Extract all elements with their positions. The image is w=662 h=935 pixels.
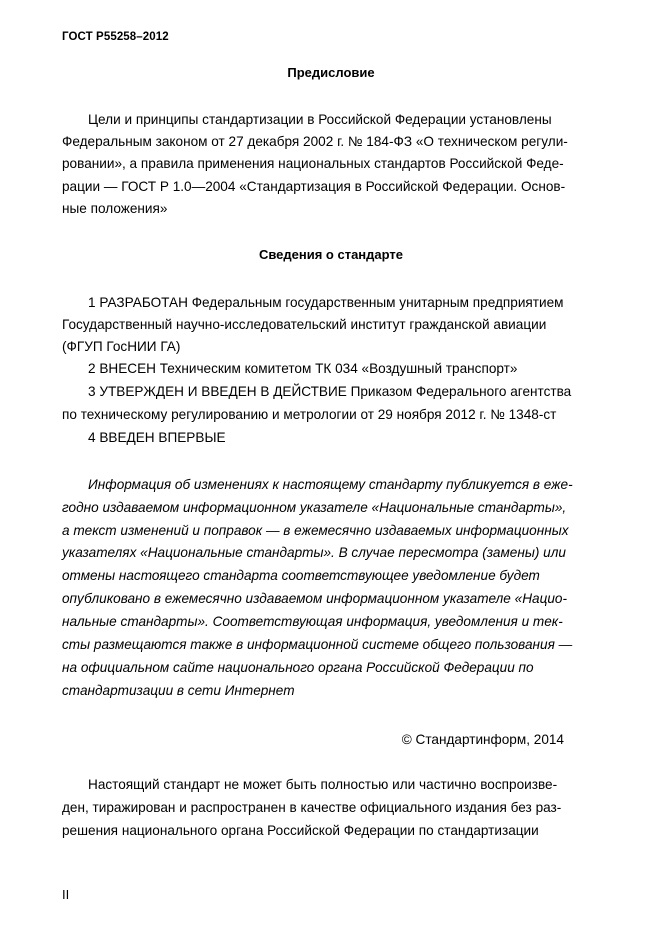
changes-notice-line: годно издаваемом информационном указателе «Национальные стандарты»,	[62, 500, 567, 515]
changes-notice-line: а текст изменений и поправок — в ежемесячно издаваемых информационных	[62, 523, 569, 538]
standard-info-line: (ФГУП ГосНИИ ГА)	[62, 339, 181, 354]
standard-info-line: по техническому регулированию и метрологии от 29 ноября 2012 г. № 1348-ст	[62, 407, 557, 422]
foreword-line: ные положения»	[62, 201, 168, 216]
foreword-line: ровании», а правила применения национальных стандартов Российской Феде-	[62, 156, 564, 171]
standard-info-line: 3 УТВЕРЖДЕН И ВВЕДЕН В ДЕЙСТВИЕ Приказом Федерального агентства	[88, 384, 572, 399]
standard-info-line: 1 РАЗРАБОТАН Федеральным государственным унитарным предприятием	[88, 295, 564, 310]
changes-notice-line: сты размещаются также в информационной системе общего пользования —	[62, 637, 573, 652]
reproduction-notice-line: Настоящий стандарт не может быть полностью или частично воспроизве-	[88, 777, 558, 792]
foreword-line: Цели и принципы стандартизации в Российской Федерации установлены	[88, 112, 552, 127]
copyright-notice: © Стандартинформ, 2014	[401, 732, 564, 747]
changes-notice-line: отмены настоящего стандарта соответствующее уведомление будет	[62, 568, 540, 583]
changes-notice-line: Информация об изменениях к настоящему стандарту публикуется в еже-	[88, 477, 573, 492]
reproduction-notice-line: ден, тиражирован и распространен в качестве официального издания без раз-	[62, 800, 562, 815]
standard-info-line: 2 ВНЕСЕН Техническим комитетом ТК 034 «Воздушный транспорт»	[88, 361, 518, 376]
foreword-line: Федеральным законом от 27 декабря 2002 г. № 184-ФЗ «О техническом регули-	[62, 134, 568, 149]
standard-info-heading: Сведения о стандарте	[258, 247, 404, 262]
changes-notice-line: опубликовано в ежемесячно издаваемом информационном указателе «Нацио-	[62, 591, 567, 606]
foreword-line: рации — ГОСТ Р 1.0—2004 «Стандартизация в Российской Федерации. Основ-	[62, 179, 566, 194]
changes-notice-line: указателях «Национальные стандарты». В случае пересмотра (замены) или	[62, 545, 566, 560]
foreword-heading: Предисловие	[287, 65, 375, 80]
standard-info-line: 4 ВВЕДЕН ВПЕРВЫЕ	[88, 430, 226, 445]
changes-notice-line: стандартизации в сети Интернет	[62, 683, 295, 698]
document-code: ГОСТ Р55258–2012	[62, 31, 169, 43]
standard-info-line: Государственный научно-исследовательский институт гражданской авиации	[62, 317, 547, 332]
reproduction-notice-line: решения национального органа Российской Федерации по стандартизации	[62, 823, 539, 838]
changes-notice-line: нальные стандарты». Соответствующая информация, уведомления и тек-	[62, 614, 563, 629]
page-number: II	[62, 887, 70, 902]
changes-notice-line: на официальном сайте национального органа Российской Федерации по	[62, 660, 534, 675]
